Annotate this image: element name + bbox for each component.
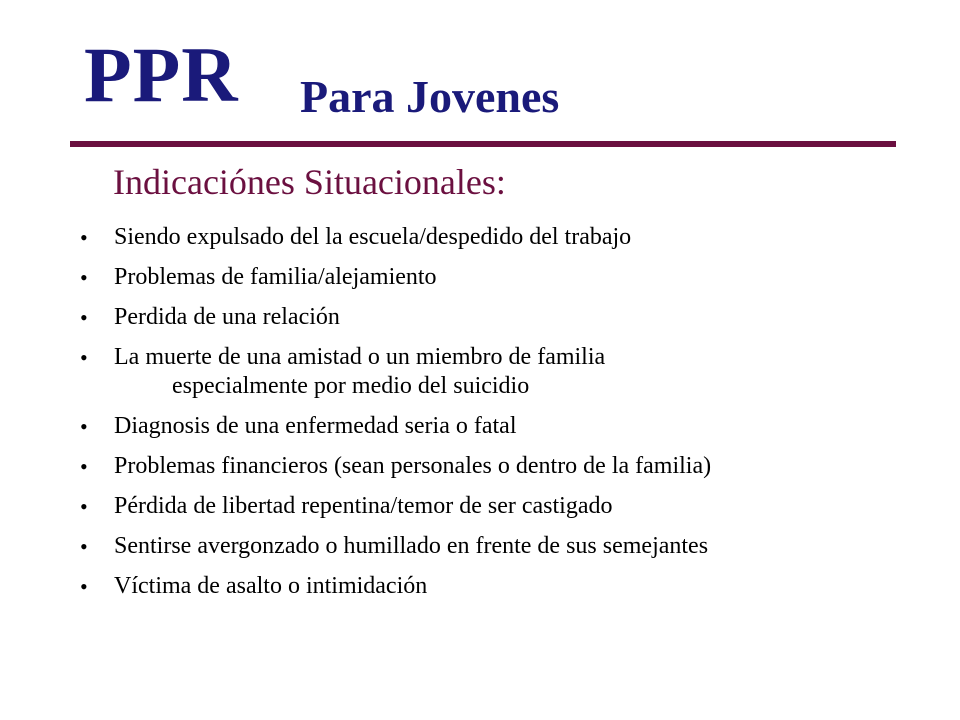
- bullet-icon: •: [80, 305, 88, 330]
- bullet-text: Pérdida de libertad repentina/temor de ser castigado: [114, 493, 613, 519]
- bullet-icon: •: [80, 574, 88, 599]
- bullet-list: [78, 223, 938, 612]
- bullet-icon: •: [80, 265, 88, 290]
- bullet-icon: •: [80, 225, 88, 250]
- bullet-icon: •: [80, 345, 88, 370]
- bullet-text: Problemas financieros (sean personales o dentro de la familia): [114, 453, 712, 479]
- title-divider: [70, 141, 896, 147]
- bullet-text: Problemas de familia/alejamiento: [114, 264, 437, 290]
- bullet-item: [78, 303, 938, 332]
- bullet-item: [78, 492, 938, 521]
- bullet-text: Sentirse avergonzado o humillado en frente de sus semejantes: [114, 533, 709, 559]
- slide-title: PPR: [84, 31, 239, 118]
- section-heading: Indicaciónes Situacionales:: [113, 162, 506, 202]
- bullet-text: Siendo expulsado del la escuela/despedido del trabajo: [114, 224, 632, 250]
- bullet-item: [78, 412, 938, 441]
- bullet-icon: •: [80, 494, 88, 519]
- slide-subtitle: Para Jovenes: [300, 71, 560, 122]
- bullet-text: La muerte de una amistad o un miembro de familia: [114, 344, 606, 370]
- bullet-icon: •: [80, 414, 88, 439]
- bullet-text: Diagnosis de una enfermedad seria o fatal: [114, 413, 517, 439]
- bullet-text-continuation: especialmente por medio del suicidio: [172, 373, 530, 399]
- bullet-item: [78, 263, 938, 292]
- bullet-item: [78, 532, 938, 561]
- bullet-item: [78, 343, 938, 401]
- bullet-text: Perdida de una relación: [114, 304, 340, 330]
- bullet-item: [78, 452, 938, 481]
- bullet-item: [78, 223, 938, 252]
- bullet-item: [78, 572, 938, 601]
- bullet-text: Víctima de asalto o intimidación: [114, 573, 428, 599]
- bullet-icon: •: [80, 534, 88, 559]
- bullet-icon: •: [80, 454, 88, 479]
